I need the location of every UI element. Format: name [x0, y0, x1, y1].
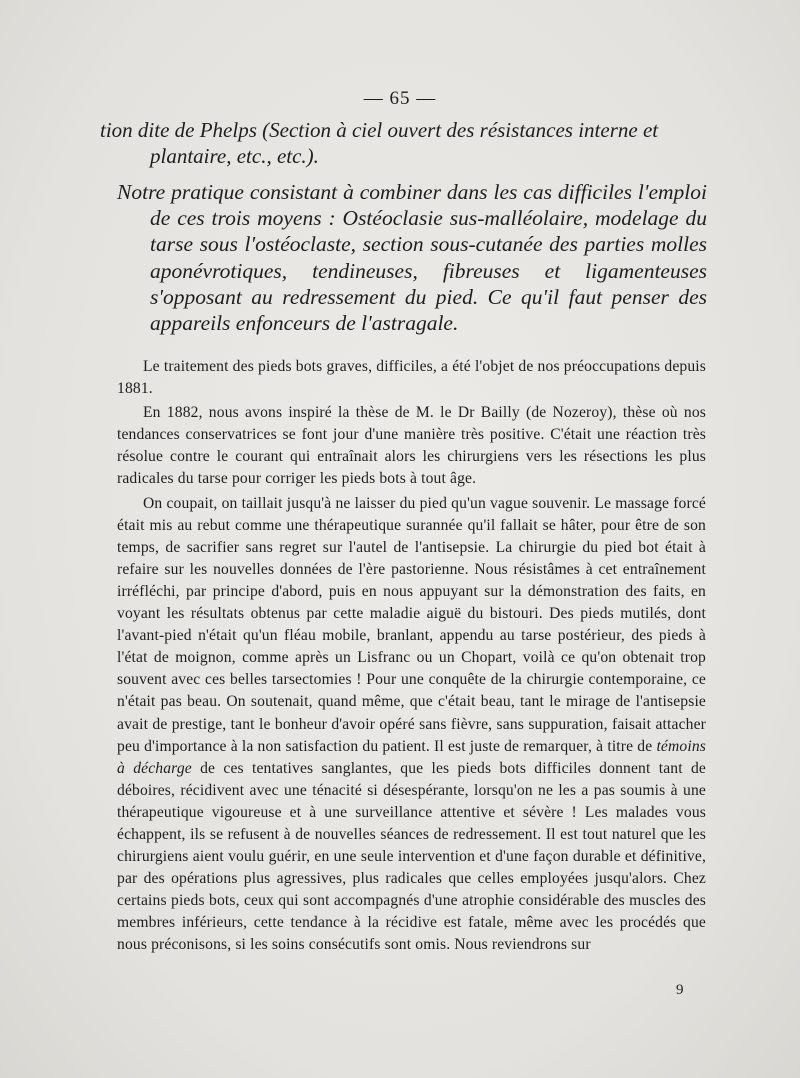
paragraph-3-end: de ces tentatives sanglantes, que les pieds bots difficiles donnent tant de déboires, récidivent avec une ténacité si désespérante, lorsqu'on ne les a pas soumis à une thérapeutique vigoureuse et à une surveillance attentive et sévère ! Les malades vous échappent, ils se refusent à de nouvelles séances de redressement. Il est tout naturel que les chirurgiens aient voulu guérir, en une seule intervention et d'une façon durable et définitive, par des opérations plus agressives, plus radicales que celles employées jusqu'alors. Chez certains pieds bots, ceux qui sont accompagnés d'une atrophie considérable des muscles des membres inférieurs, cette tendance à la récidive est fatale, même avec les procédés que nous préconisons, si les soins consécutifs sont omis. Nous reviendrons sur [117, 759, 706, 954]
paragraph-3-start: On coupait, on taillait jusqu'à ne laisser du pied qu'un vague souvenir. Le massage forcé était mis au rebut comme une thérapeutique surannée qu'il fallait se hâter, pour être de son temps, de sacrifier sans regret sur l'autel de l'antisepsie. La chirurgie du pied bot était à refaire sur les nouvelles données de l'ère pastorienne. Nous résistâmes à cet entraînement irréfléchi, par principe d'abord, puis en nous appuyant sur la démonstration des faits, en voyant les résultats obtenus par cette maladie aiguë du bistouri. Des pieds mutilés, dont l'avant-pied n'était qu'un fléau mobile, branlant, appendu au tarse postérieur, des pieds à l'état de moignon, comme après un Lisfranc ou un Chopart, voilà ce qu'on obtenait trop souvent avec ces belles tarsectomies ! Pour une conquête de la chirurgie contemporaine, ce n'était pas beau. On soutenait, quand même, que c'était beau, tant le mirage de l'antisepsie avait de prestige, tant le bonheur d'avoir opéré sans fièvre, sans suppuration, faisait attacher peu d'importance à la non satisfaction du patient. Il est juste de remarquer, à titre de [117, 494, 706, 755]
intro-line: tion dite de Phelps (Section à ciel ouvert des résistances interne et plantaire, etc., etc.). [100, 118, 659, 168]
page-number: — 65 — [363, 88, 437, 109]
intro-fragment [100, 117, 710, 169]
signature-mark: 9 [676, 982, 684, 998]
body-text [117, 356, 706, 959]
paragraph-3 [117, 493, 706, 957]
summary-text: Notre pratique consistant à combiner dans les cas difficiles l'emploi de ces trois moyens : Ostéoclasie sus-malléolaire, modelage du tarse sous l'ostéoclaste, section sous-cutanée des parties molles aponévrotiques, tendineuses, fibreuses et ligamenteuses s'opposant au redressement du pied. Ce qu'il faut penser des appareils enfonceurs de l'astragale. [117, 180, 707, 336]
paragraph-1: Le traitement des pieds bots graves, difficiles, a été l'objet de nos préoccupations depuis 1881. [117, 358, 706, 398]
paragraph-2: En 1882, nous avons inspiré la thèse de M. le Dr Bailly (de Nozeroy), thèse où nos tendances conservatrices se font jour d'une manière très positive. C'était une réaction très résolue contre le courant qui entraînait alors les chirurgiens vers les résections les plus radicales du tarse pour corriger les pieds bots à tout âge. [117, 404, 706, 488]
section-summary [117, 179, 707, 336]
emphasis-temoins: témoins à décharge [117, 737, 706, 777]
